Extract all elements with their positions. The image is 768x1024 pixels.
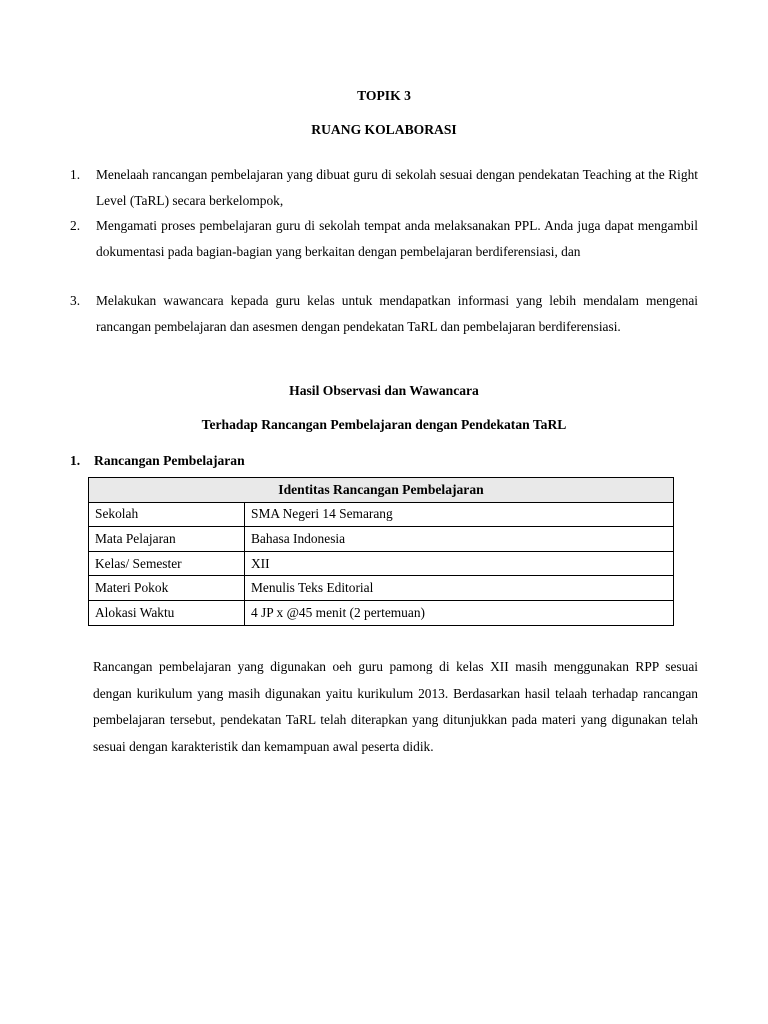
table-cell-label: Alokasi Waktu [89,600,245,625]
section-number: 1. [70,453,81,468]
table-cell-value: XII [245,551,674,576]
table-row [89,527,674,552]
table-row [89,600,674,625]
task-item-text: Menelaah rancangan pembelajaran yang dibuat guru di sekolah sesuai dengan pendekatan Teaching at the Right Level (TaRL) secara berkelompok, [96,167,698,208]
table-cell-value: 4 JP x @45 menit (2 pertemuan) [245,600,674,625]
table-cell-value: Bahasa Indonesia [245,527,674,552]
table-cell-value: SMA Negeri 14 Semarang [245,502,674,527]
identity-table [88,477,674,626]
table-cell-label: Mata Pelajaran [89,527,245,552]
task-number: 1. [70,167,81,182]
table-row [89,502,674,527]
closing-paragraph: Rancangan pembelajaran yang digunakan oeh guru pamong di kelas XII masih menggunakan RPP sesuai dengan kurikulum yang masih digunakan yaitu kurikulum 2013. Berdasarkan hasil telaah terhadap rancangan pembelajaran tersebut, pendekatan TaRL telah diterapkan yang ditunjukkan pada materi yang digunakan telah sesuai dengan karakteristik dan kemampuan awal peserta didik. [93,659,698,754]
table-row [89,576,674,601]
task-item-text: Mengamati proses pembelajaran guru di sekolah tempat anda melaksanakan PPL. Anda juga dapat mengambil dokumentasi pada bagian-bagian yang berkaitan dengan pembelajaran berdiferensiasi, dan [96,218,698,259]
results-subheading: Terhadap Rancangan Pembelajaran dengan Pendekatan TaRL [201,417,567,432]
table-header: Identitas Rancangan Pembelajaran [89,478,674,503]
section-title: Rancangan Pembelajaran [94,453,245,468]
table-header-row [89,478,674,503]
section-heading [70,453,245,469]
table-cell-label: Sekolah [89,502,245,527]
task-item-text: Melakukan wawancara kepada guru kelas untuk mendapatkan informasi yang lebih mendalam mengenai rancangan pembelajaran dan asesmen dengan pendekatan TaRL dan pembelajaran berdiferensiasi. [96,293,698,334]
results-heading: Hasil Observasi dan Wawancara [289,383,479,398]
task-number: 2. [70,218,81,233]
table-cell-label: Kelas/ Semester [89,551,245,576]
task-number: 3. [70,293,81,308]
table-cell-label: Materi Pokok [89,576,245,601]
table-row [89,551,674,576]
document-subtitle: RUANG KOLABORASI [311,122,457,137]
document-title: TOPIK 3 [357,88,411,103]
table-cell-value: Menulis Teks Editorial [245,576,674,601]
